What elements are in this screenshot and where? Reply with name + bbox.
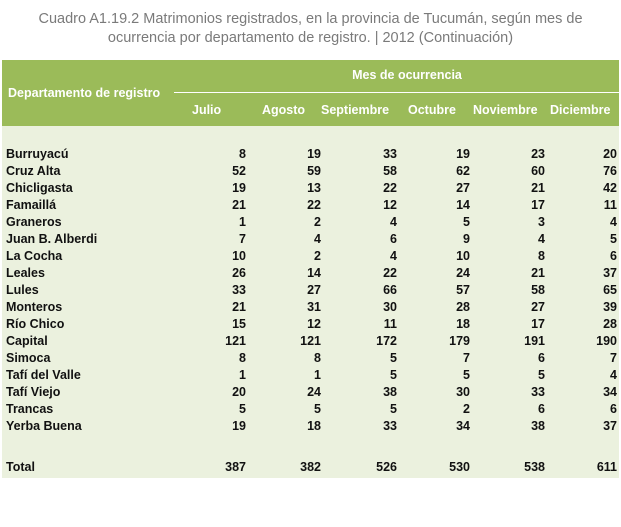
cell-octubre: 14 <box>456 198 470 212</box>
column-header-julio: Julio <box>192 103 222 117</box>
cell-octubre: 18 <box>456 317 470 331</box>
cell-septiembre: 33 <box>383 419 397 433</box>
department-name: Tafí Viejo <box>6 385 61 399</box>
data-table <box>2 60 619 475</box>
cell-septiembre: 5 <box>390 368 397 382</box>
cell-diciembre: 190 <box>596 334 617 348</box>
column-header-diciembre: Diciembre <box>550 103 611 117</box>
cell-agosto: 2 <box>314 249 321 263</box>
table-row <box>2 316 619 333</box>
cell-julio: 26 <box>232 266 246 280</box>
column-header-septiembre: Septiembre <box>321 103 390 117</box>
department-name: La Cocha <box>6 249 63 263</box>
table-row <box>2 299 619 316</box>
department-name: Tafí del Valle <box>6 368 81 382</box>
cell-noviembre: 27 <box>531 300 545 314</box>
header-divider <box>174 92 619 93</box>
table-row <box>2 265 619 282</box>
cell-noviembre: 21 <box>531 266 545 280</box>
cell-diciembre: 42 <box>603 181 617 195</box>
department-name: Graneros <box>6 215 62 229</box>
department-name: Yerba Buena <box>6 419 82 433</box>
cell-noviembre: 3 <box>538 215 545 229</box>
cell-octubre: 28 <box>456 300 470 314</box>
cell-octubre: 179 <box>449 334 470 348</box>
cell-octubre: 2 <box>463 402 470 416</box>
department-name: Burruyacú <box>6 147 69 161</box>
department-name: Trancas <box>6 402 54 416</box>
cell-diciembre: 20 <box>603 147 617 161</box>
department-column-header: Departamento de registro <box>8 86 161 100</box>
cell-diciembre: 28 <box>603 317 617 331</box>
cell-octubre: 30 <box>456 385 470 399</box>
cell-agosto: 121 <box>300 334 321 348</box>
cell-julio: 10 <box>232 249 246 263</box>
table-row <box>2 350 619 367</box>
cell-agosto: 12 <box>307 317 321 331</box>
cell-agosto: 14 <box>307 266 321 280</box>
cell-agosto: 2 <box>314 215 321 229</box>
cell-julio: 1 <box>239 368 246 382</box>
cell-septiembre: 58 <box>383 164 397 178</box>
total-septiembre: 526 <box>376 460 397 474</box>
cell-noviembre: 6 <box>538 402 545 416</box>
cell-septiembre: 6 <box>390 232 397 246</box>
total-julio: 387 <box>225 460 246 474</box>
table-title <box>0 10 621 48</box>
cell-julio: 19 <box>232 419 246 433</box>
cell-diciembre: 65 <box>603 283 617 297</box>
cell-septiembre: 4 <box>390 215 397 229</box>
cell-octubre: 57 <box>456 283 470 297</box>
department-name: Monteros <box>6 300 63 314</box>
table-row <box>2 163 619 180</box>
cell-octubre: 5 <box>463 368 470 382</box>
cell-agosto: 31 <box>307 300 321 314</box>
cell-noviembre: 8 <box>538 249 545 263</box>
cell-diciembre: 7 <box>610 351 617 365</box>
cell-noviembre: 21 <box>531 181 545 195</box>
cell-agosto: 8 <box>314 351 321 365</box>
cell-septiembre: 4 <box>390 249 397 263</box>
cell-noviembre: 60 <box>531 164 545 178</box>
cell-noviembre: 5 <box>538 368 545 382</box>
cell-diciembre: 37 <box>603 419 617 433</box>
cell-diciembre: 4 <box>610 368 617 382</box>
cell-julio: 19 <box>232 181 246 195</box>
total-noviembre: 538 <box>524 460 545 474</box>
table-row <box>2 418 619 435</box>
cell-julio: 20 <box>232 385 246 399</box>
cell-diciembre: 39 <box>603 300 617 314</box>
cell-julio: 1 <box>239 215 246 229</box>
cell-septiembre: 22 <box>383 266 397 280</box>
cell-octubre: 24 <box>456 266 470 280</box>
cell-noviembre: 191 <box>524 334 545 348</box>
cell-octubre: 34 <box>456 419 470 433</box>
cell-noviembre: 6 <box>538 351 545 365</box>
cell-diciembre: 5 <box>610 232 617 246</box>
cell-julio: 33 <box>232 283 246 297</box>
department-name: Capital <box>6 334 48 348</box>
table-header <box>2 60 619 126</box>
cell-noviembre: 33 <box>531 385 545 399</box>
cell-diciembre: 6 <box>610 249 617 263</box>
month-group-header: Mes de ocurrencia <box>352 68 462 82</box>
cell-septiembre: 12 <box>383 198 397 212</box>
cell-octubre: 10 <box>456 249 470 263</box>
cell-octubre: 19 <box>456 147 470 161</box>
table-row <box>2 214 619 231</box>
table-row <box>2 401 619 418</box>
table-row <box>2 146 619 163</box>
cell-agosto: 19 <box>307 147 321 161</box>
table-row <box>2 248 619 265</box>
department-name: Juan B. Alberdi <box>6 232 98 246</box>
total-octubre: 530 <box>449 460 470 474</box>
cell-agosto: 27 <box>307 283 321 297</box>
cell-agosto: 4 <box>314 232 321 246</box>
department-name: Simoca <box>6 351 51 365</box>
cell-diciembre: 11 <box>603 198 617 212</box>
department-name: Río Chico <box>6 317 65 331</box>
cell-noviembre: 4 <box>538 232 545 246</box>
cell-septiembre: 30 <box>383 300 397 314</box>
column-header-noviembre: Noviembre <box>473 103 538 117</box>
table-row <box>2 231 619 248</box>
cell-diciembre: 76 <box>603 164 617 178</box>
department-name: Famaillá <box>6 198 57 212</box>
cell-septiembre: 33 <box>383 147 397 161</box>
column-header-agosto: Agosto <box>262 103 306 117</box>
cell-diciembre: 4 <box>610 215 617 229</box>
cell-agosto: 18 <box>307 419 321 433</box>
cell-agosto: 24 <box>307 385 321 399</box>
cell-julio: 52 <box>232 164 246 178</box>
cell-julio: 8 <box>239 351 246 365</box>
cell-agosto: 13 <box>307 181 321 195</box>
cell-julio: 7 <box>239 232 246 246</box>
cell-diciembre: 34 <box>603 385 617 399</box>
department-name: Chicligasta <box>6 181 73 195</box>
cell-septiembre: 38 <box>383 385 397 399</box>
cell-septiembre: 172 <box>376 334 397 348</box>
cell-julio: 21 <box>232 300 246 314</box>
cell-octubre: 9 <box>463 232 470 246</box>
total-label: Total <box>6 460 35 474</box>
table-body <box>2 126 619 475</box>
cell-septiembre: 11 <box>383 317 397 331</box>
cell-noviembre: 58 <box>531 283 545 297</box>
cell-septiembre: 5 <box>390 351 397 365</box>
cell-julio: 8 <box>239 147 246 161</box>
cell-agosto: 22 <box>307 198 321 212</box>
cell-noviembre: 38 <box>531 419 545 433</box>
cell-noviembre: 23 <box>531 147 545 161</box>
department-name: Leales <box>6 266 45 280</box>
total-agosto: 382 <box>300 460 321 474</box>
cell-julio: 5 <box>239 402 246 416</box>
cell-noviembre: 17 <box>531 317 545 331</box>
title-line-2: ocurrencia por departamento de registro. | 2012 (Continuación) <box>107 30 514 46</box>
table-row <box>2 197 619 214</box>
title-line-1: Cuadro A1.19.2 Matrimonios registrados, en la provincia de Tucumán, según mes de <box>38 11 583 27</box>
total-diciembre: 611 <box>596 460 617 474</box>
department-name: Lules <box>6 283 39 297</box>
table-row <box>2 384 619 401</box>
cell-octubre: 5 <box>463 215 470 229</box>
cell-julio: 21 <box>232 198 246 212</box>
table-row <box>2 367 619 384</box>
cell-septiembre: 66 <box>383 283 397 297</box>
cell-septiembre: 22 <box>383 181 397 195</box>
table-row <box>2 180 619 197</box>
cell-julio: 15 <box>232 317 246 331</box>
cell-noviembre: 17 <box>531 198 545 212</box>
cell-agosto: 1 <box>314 368 321 382</box>
cell-diciembre: 37 <box>603 266 617 280</box>
cell-octubre: 62 <box>456 164 470 178</box>
cell-octubre: 7 <box>463 351 470 365</box>
cell-julio: 121 <box>225 334 246 348</box>
cell-octubre: 27 <box>456 181 470 195</box>
cell-septiembre: 5 <box>390 402 397 416</box>
total-row <box>2 453 619 478</box>
department-name: Cruz Alta <box>6 164 61 178</box>
column-header-octubre: Octubre <box>408 103 456 117</box>
cell-agosto: 59 <box>307 164 321 178</box>
table-row <box>2 333 619 350</box>
cell-agosto: 5 <box>314 402 321 416</box>
cell-diciembre: 6 <box>610 402 617 416</box>
table-row <box>2 282 619 299</box>
